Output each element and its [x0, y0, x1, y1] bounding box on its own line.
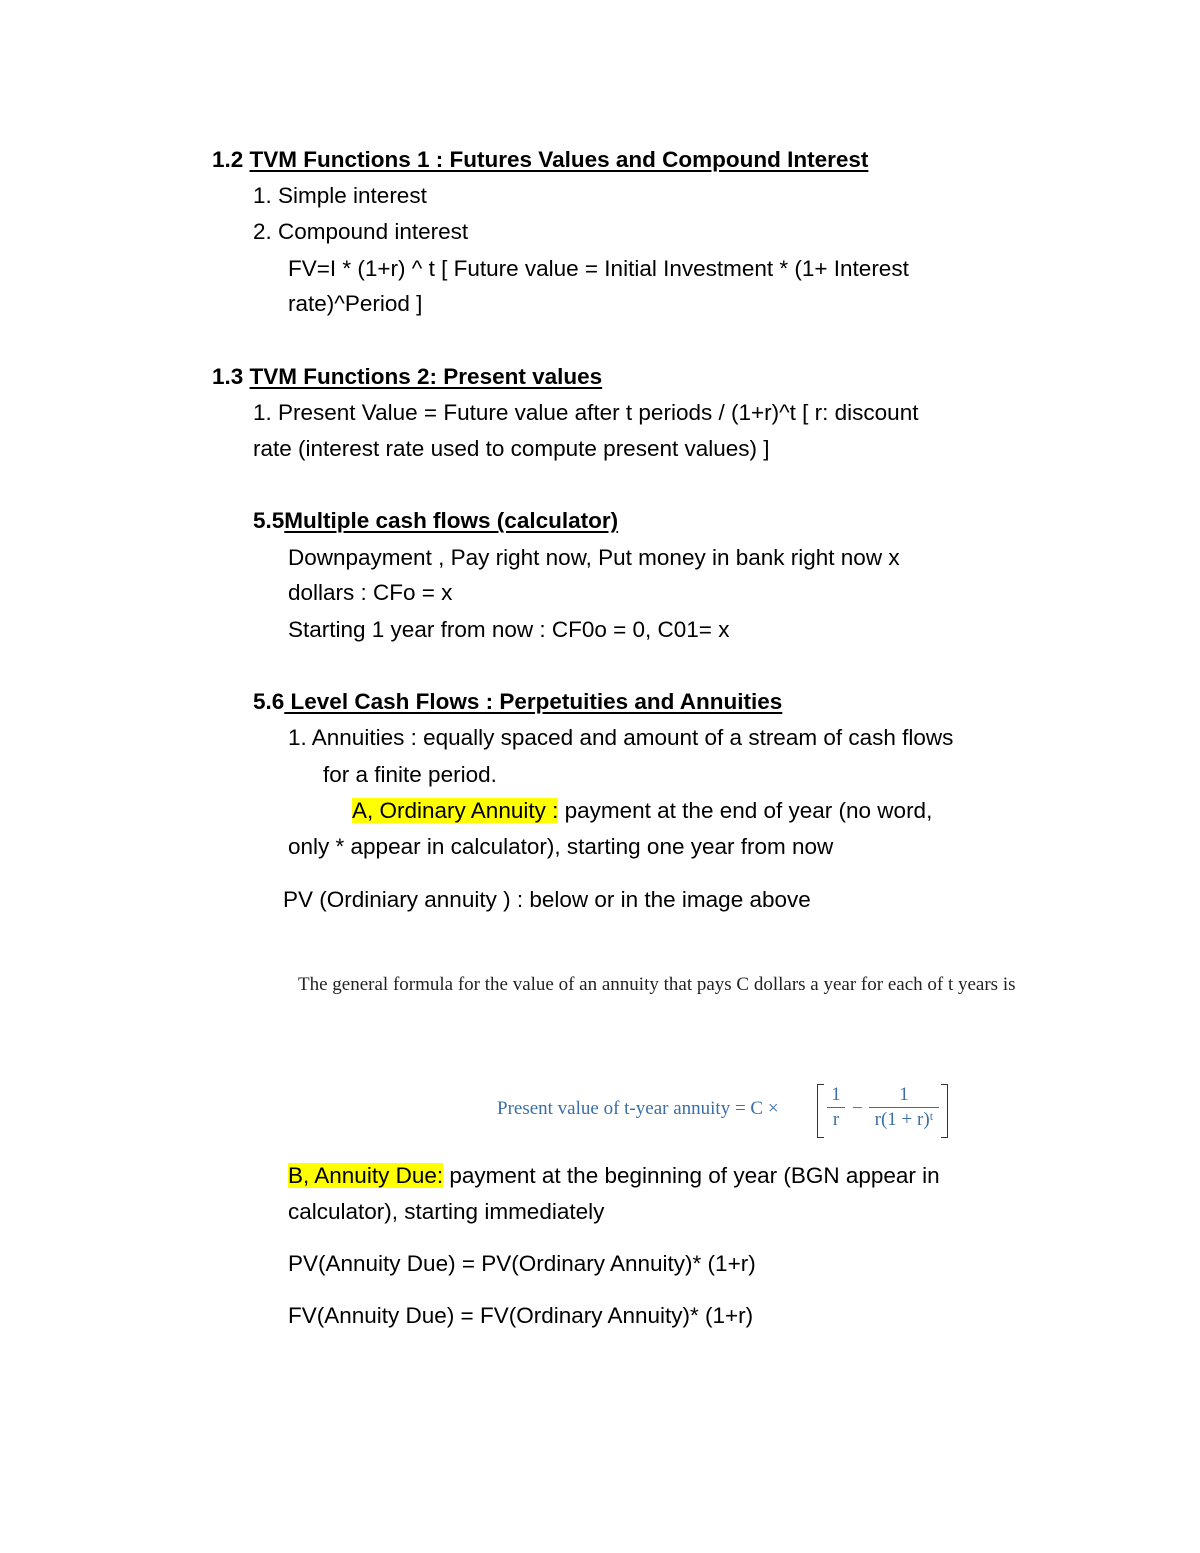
list-item-continued: rate (interest rate used to compute present values) ]	[253, 436, 770, 461]
fraction-one-over-r: 1 r	[827, 1084, 845, 1131]
pv-annuity-due-formula: PV(Annuity Due) = PV(Ordinary Annuity)* (1+r)	[288, 1251, 756, 1276]
right-bracket	[941, 1084, 948, 1138]
ordinary-annuity-text: payment at the end of year (no word,	[558, 798, 933, 823]
section-1-3-heading	[212, 362, 602, 392]
text-line: dollars : CFo = x	[288, 580, 453, 605]
general-formula-caption: The general formula for the value of an annuity that pays C dollars a year for each of t years is	[298, 974, 1016, 995]
list-item: 2. Compound interest	[253, 219, 469, 244]
section-title: Multiple cash flows (calculator)	[284, 508, 619, 533]
section-number: 5.6	[253, 689, 285, 714]
compound-formula-line: FV=I * (1+r) ^ t [ Future value = Initial Investment * (1+ Interest	[288, 256, 909, 281]
fv-annuity-due-formula: FV(Annuity Due) = FV(Ordinary Annuity)* (1+r)	[288, 1303, 754, 1328]
fraction-discount: 1 r(1 + r)ᵗ	[869, 1084, 939, 1131]
annuity-due-text: payment at the beginning of year (BGN appear in	[443, 1163, 940, 1188]
text-line: calculator), starting immediately	[288, 1199, 605, 1224]
list-item: 1. Present Value = Future value after t periods / (1+r)^t [ r: discount	[253, 400, 919, 425]
section-title: TVM Functions 1 : Futures Values and Compound Interest	[249, 147, 869, 172]
section-1-2-heading	[212, 145, 868, 175]
text-line: Downpayment , Pay right now, Put money in bank right now x	[288, 545, 900, 570]
list-item: 1. Simple interest	[253, 183, 427, 208]
section-5-6-heading	[253, 687, 782, 717]
section-5-5-heading	[253, 506, 618, 536]
section-title: Level Cash Flows : Perpetuities and Annuities	[284, 689, 783, 714]
section-number: 5.5	[253, 508, 285, 533]
section-title: TVM Functions 2: Present values	[249, 364, 603, 389]
section-number: 1.2	[212, 147, 244, 172]
left-bracket	[817, 1084, 824, 1138]
section-number: 1.3	[212, 364, 244, 389]
ordinary-annuity-line	[352, 796, 932, 826]
annuity-due-line	[288, 1161, 940, 1191]
formula-lhs: Present value of t-year annuity = C ×	[497, 1098, 779, 1119]
annuity-due-label: B, Annuity Due:	[288, 1163, 444, 1188]
compound-formula-line: rate)^Period ]	[288, 291, 423, 316]
text-line: only * appear in calculator), starting one year from now	[288, 834, 834, 859]
text-line: PV (Ordiniary annuity ) : below or in the image above	[283, 887, 811, 912]
ordinary-annuity-label: A, Ordinary Annuity :	[352, 798, 559, 823]
list-item: 1. Annuities : equally spaced and amount of a stream of cash flows	[288, 725, 954, 750]
list-item-continued: for a finite period.	[323, 762, 497, 787]
text-line: Starting 1 year from now : CF0o = 0, C01= x	[288, 617, 730, 642]
minus-sign: −	[852, 1098, 863, 1119]
